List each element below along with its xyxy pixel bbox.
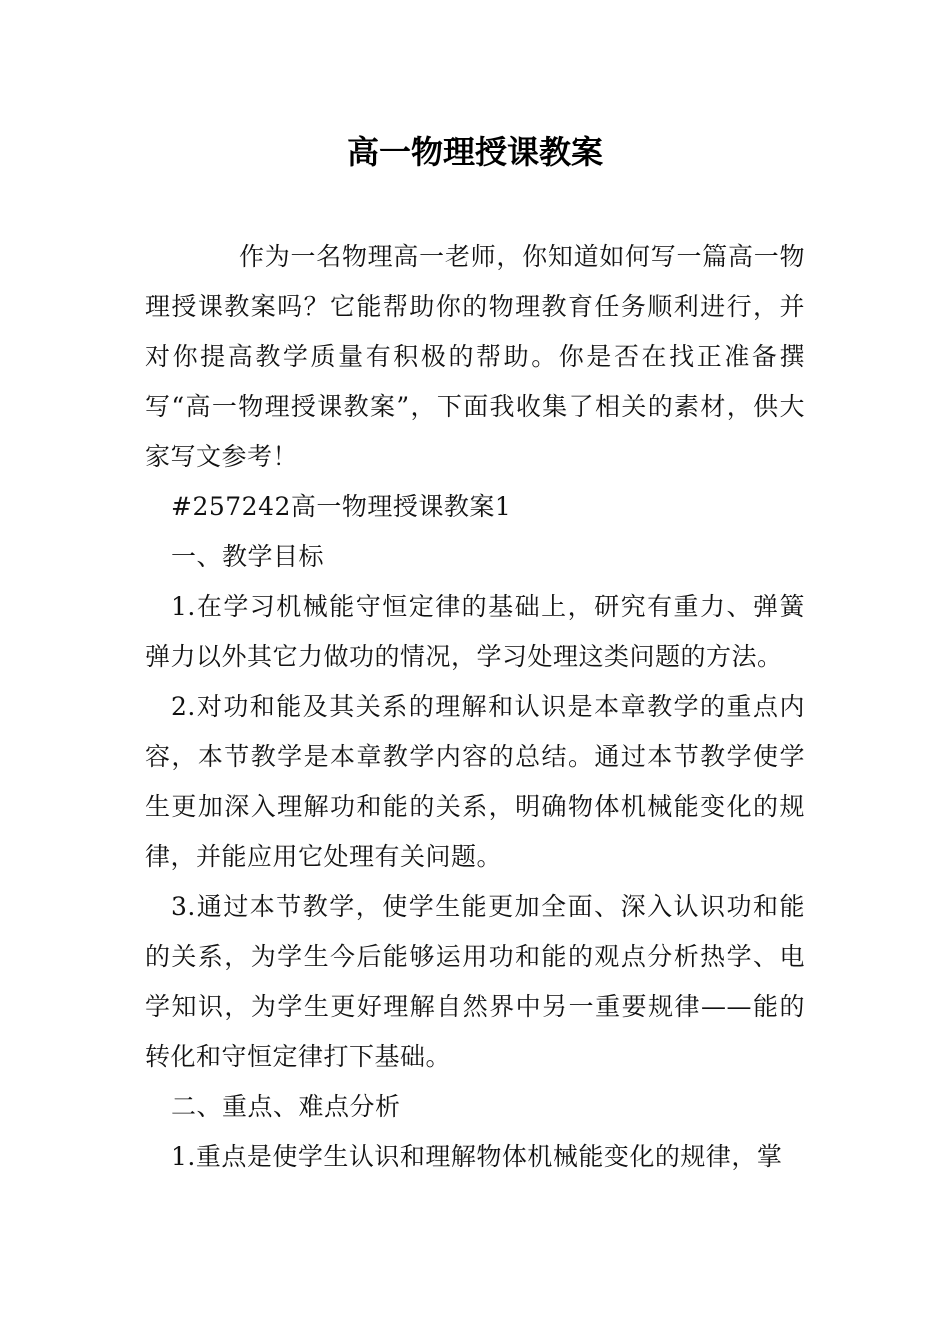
page-title: 高一物理授课教案: [346, 133, 603, 171]
goal-item-3: 3.通过本节教学，使学生能更加全面、深入认识功和能的关系，为学生今后能够运用功和能的观点分析热学、电学知识，为学生更好理解自然界中另一重要规律——能的转化和守恒定律打下基础。: [145, 892, 805, 1071]
goal-item-2: 2.对功和能及其关系的理解和认识是本章教学的重点内容，本节教学是本章教学内容的总结。通过本节教学使学生更加深入理解功和能的关系，明确物体机械能变化的规律，并能应用它处理有关问题。: [145, 692, 805, 871]
section-heading: #257242高一物理授课教案1: [171, 492, 512, 521]
key-points-heading: 二、重点、难点分析: [171, 1092, 401, 1121]
document-body: [145, 232, 805, 1182]
goal-item-1: 1.在学习机械能守恒定律的基础上，研究有重力、弹簧弹力以外其它力做功的情况，学习处理这类问题的方法。: [145, 592, 805, 671]
key-point-item-1: 1.重点是使学生认识和理解物体机械能变化的规律，掌: [171, 1142, 783, 1171]
intro-paragraph: 作为一名物理高一老师，你知道如何写一篇高一物理授课教案吗？它能帮助你的物理教育任务顺利进行，并对你提高教学质量有积极的帮助。你是否在找正准备撰写“高一物理授课教案”，下面我收集了相关的素材，供大家写文参考！: [145, 242, 805, 471]
teaching-goals-heading: 一、教学目标: [171, 542, 325, 571]
